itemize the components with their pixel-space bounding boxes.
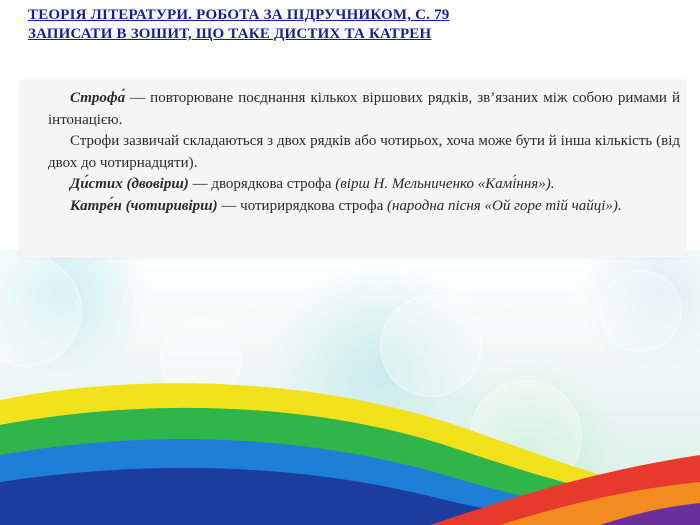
slide-title: [28, 6, 668, 44]
title-line-1: ТЕОРІЯ ЛІТЕРАТУРИ. РОБОТА ЗА ПІДРУЧНИКОМ, С. 79: [28, 7, 450, 23]
definition-dystykh: — дворядкова строфа: [188, 176, 336, 192]
term-strofa: Строфа́: [70, 90, 126, 106]
strofa-length-text: Строфи зазвичай складаються з двох рядків або чотирьох, хоча може бути й інша кількість (від двох до чотирнадцяти).: [48, 133, 680, 171]
example-katren: (народна пісня «Ой горе тій чайці»).: [387, 197, 622, 214]
term-dystykh: Ди́стих (двовірш): [70, 176, 189, 192]
term-katren: Катре́н (чотиривірш): [70, 197, 218, 214]
paragraph-katren: [48, 196, 680, 218]
paragraph-strofa: [48, 88, 680, 131]
definition-katren: — чотирирядкова строфа: [217, 197, 387, 214]
example-dystykh: (вірш Н. Мельниченко «Камі́ння»).: [335, 176, 555, 192]
textbook-excerpt: [48, 88, 680, 217]
definition-strofa: — повторюване поєднання кількох віршових рядків, зв’язаних між собою римами й інтонацією.: [48, 90, 680, 128]
paragraph-strofa-length: [48, 131, 680, 174]
paragraph-dystykh: [48, 174, 680, 196]
title-line-2: ЗАПИСАТИ В ЗОШИТ, ЩО ТАКЕ ДИСТИХ ТА КАТРЕН: [28, 26, 432, 42]
